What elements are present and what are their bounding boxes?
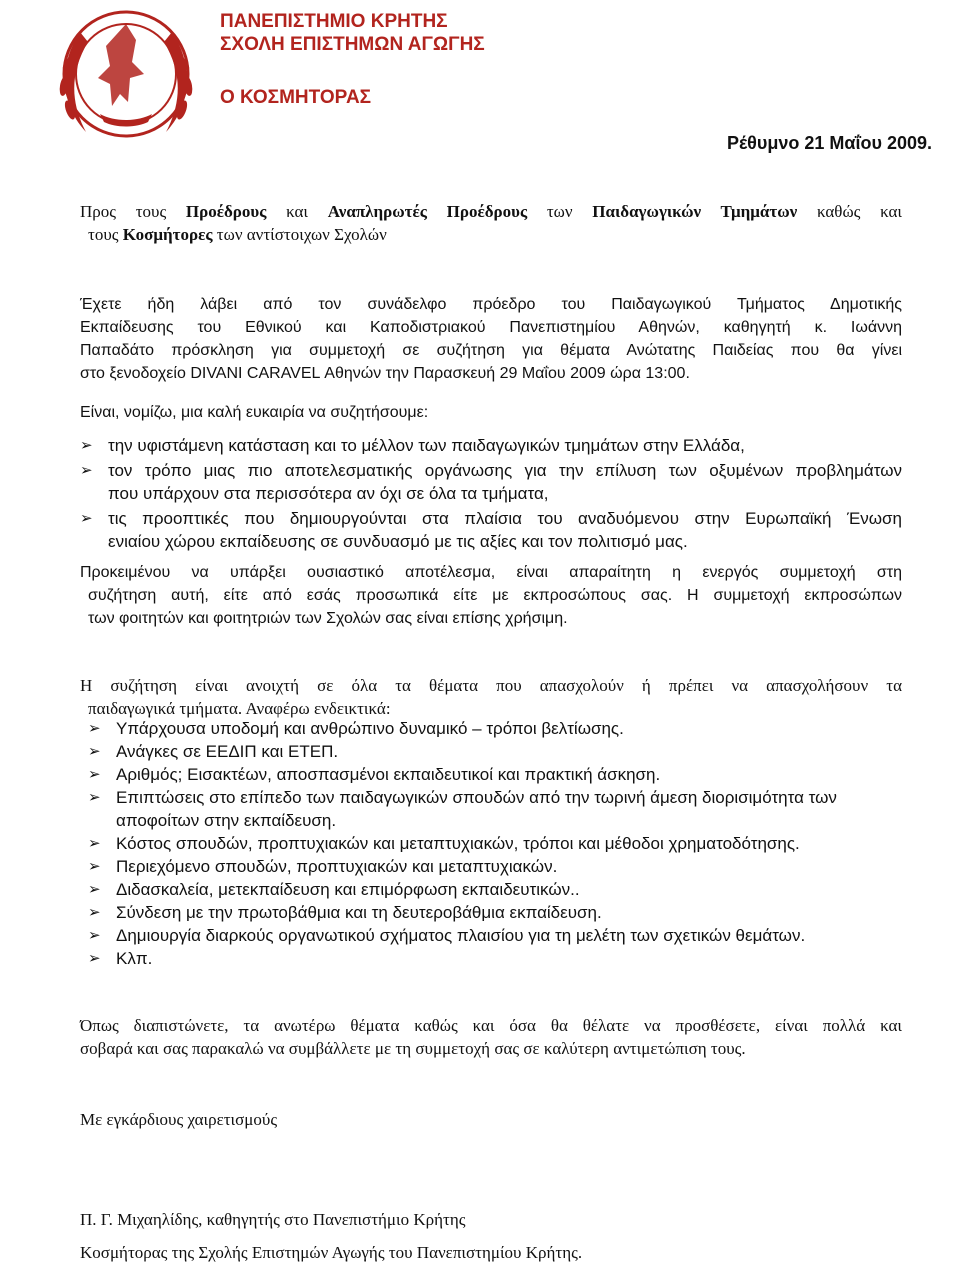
salutation-line2-post: των αντίστοιχων Σχολών <box>212 225 387 244</box>
topics-list <box>80 434 902 555</box>
paragraph-line: στο ξενοδοχείο DIVANI CARAVEL Αθηνών την Παρασκευή 29 Μαΐου 2009 ώρα 13:00. <box>80 365 690 382</box>
arrow-bullet-icon: ➢ <box>88 903 101 921</box>
list-item-continuation: που υπάρχουν στα περισσότερα αν όχι σε όλα τα τμήματα, <box>108 484 549 503</box>
paragraph-line: Η συζήτηση είναι ανοιχτή σε όλα τα θέματα που απασχολούν ή πρέπει να απασχολήσουν τα <box>80 676 902 695</box>
list-item-text: Κόστος σπουδών, προπτυχιακών και μεταπτυχιακών, τρόποι και μέθοδοι χρηματοδότησης. <box>116 834 800 853</box>
paragraph-line: Όπως διαπιστώνετε, τα ανωτέρω θέματα καθώς και όσα θα θέλατε να προσθέσετε, είναι πολλά και <box>80 1016 902 1035</box>
arrow-bullet-icon: ➢ <box>88 834 101 852</box>
paragraph-line: των φοιτητών και φοιτητριών των Σχολών σας είναι επίσης χρήσιμη. <box>88 610 568 627</box>
school-name: ΣΧΟΛΗ ΕΠΙΣΤΗΜΩΝ ΑΓΩΓΗΣ <box>220 34 485 55</box>
list-item-text: Επιπτώσεις στο επίπεδο των παιδαγωγικών σπουδών από την τωρινή άμεση διορισιμότητα των <box>116 788 837 807</box>
salutation-line2-pre: τους <box>88 225 123 244</box>
list-item <box>88 786 910 832</box>
salutation-mid-3: καθώς και <box>797 202 902 221</box>
list-item-continuation: ενιαίου χώρου εκπαίδευσης σε συνδυασμό με τις αξίες και τον πολιτισμό μας. <box>108 532 688 551</box>
arrow-bullet-icon: ➢ <box>88 926 101 944</box>
list-item <box>88 855 910 878</box>
paragraph-line: συζήτηση αυτή, είτε από εσάς προσωπικά είτε με εκπροσώπους σας. Η συμμετοχή εκπροσώπων <box>88 587 902 604</box>
topics-intro: Είναι, νομίζω, μια καλή ευκαιρία να συζητήσουμε: <box>80 404 429 421</box>
paragraph-line: Προκειμένου να υπάρξει ουσιαστικό αποτέλεσμα, είναι απαραίτητη η ενεργός συμμετοχή στη <box>80 564 902 581</box>
list-item-text: τον τρόπο μιας πιο αποτελεσματικής οργάνωσης για την επίλυση των οξυμένων προβλημάτων <box>108 461 902 480</box>
list-item-text: Δημιουργία διαρκούς οργανωτικού σχήματος πλαισίου για τη μελέτη των σχετικών θεμάτων. <box>116 926 806 945</box>
salutation <box>80 200 902 246</box>
list-item-text: Ανάγκες σε ΕΕΔΙΠ και ΕΤΕΠ. <box>116 742 339 761</box>
paragraph-line: σοβαρά και σας παρακαλώ να συμβάλλετε με τη συμμετοχή σας σε καλύτερη αντιμετώπιση τους. <box>80 1039 746 1058</box>
arrow-bullet-icon: ➢ <box>80 509 93 527</box>
list-item <box>88 832 910 855</box>
list-item <box>88 717 910 740</box>
arrow-bullet-icon: ➢ <box>88 949 101 967</box>
list-item <box>88 763 910 786</box>
paragraph-participation <box>80 561 902 630</box>
list-item-text: Σύνδεση με την πρωτοβάθμια και τη δευτεροβάθμια εκπαίδευση. <box>116 903 602 922</box>
issues-list <box>88 717 910 970</box>
list-item-text: Διδασκαλεία, μετεκπαίδευση και επιμόρφωση εκπαιδευτικών.. <box>116 880 580 899</box>
salutation-bold-4: Κοσμήτορες <box>122 225 213 244</box>
salutation-bold-3: Παιδαγωγικών Τμημάτων <box>592 202 798 221</box>
list-item-text: Αριθμός; Εισακτέων, αποσπασμένοι εκπαιδευτικοί και πρακτική άσκηση. <box>116 765 661 784</box>
arrow-bullet-icon: ➢ <box>88 742 101 760</box>
signature-title: Κοσμήτορας της Σχολής Επιστημών Αγωγής του Πανεπιστημίου Κρήτης. <box>80 1243 583 1262</box>
arrow-bullet-icon: ➢ <box>88 857 101 875</box>
salutation-bold-1: Προέδρους <box>185 202 267 221</box>
arrow-bullet-icon: ➢ <box>80 436 93 454</box>
university-seal-icon <box>40 2 208 150</box>
list-item <box>80 507 902 553</box>
list-item-text: Κλπ. <box>116 949 153 968</box>
paragraph-line: Εκπαίδευσης του Εθνικού και Καποδιστριακού Πανεπιστημίου Αθηνών, καθηγητή κ. Ιωάννη <box>80 319 902 336</box>
salutation-mid-1: και <box>266 202 328 221</box>
office-title: Ο ΚΟΣΜΗΤΟΡΑΣ <box>220 87 372 108</box>
list-item <box>80 434 902 457</box>
letter-date: Ρέθυμνο 21 Μαΐου 2009. <box>727 133 932 153</box>
list-item-text: Υπάρχουσα υποδομή και ανθρώπινο δυναμικό – τρόποι βελτίωσης. <box>116 719 624 738</box>
list-item <box>88 947 910 970</box>
paragraph-line: Παπαδάτο πρόσκληση για συμμετοχή σε συζήτηση για θέματα Ανώτατης Παιδείας που θα γίνει <box>80 342 902 359</box>
university-name: ΠΑΝΕΠΙΣΤΗΜΙΟ ΚΡΗΤΗΣ <box>220 11 448 32</box>
salutation-prefix: Προς τους <box>80 202 186 221</box>
list-item <box>88 878 910 901</box>
closing-greeting: Με εγκάρδιους χαιρετισμούς <box>80 1110 278 1129</box>
list-item-text: τις προοπτικές που δημιουργούνται στα πλαίσια του αναδυόμενου στην Ευρωπαϊκή Ένωση <box>108 509 902 528</box>
paragraph-open-discussion <box>80 674 902 720</box>
salutation-mid-2: των <box>527 202 593 221</box>
list-item-continuation: αποφοίτων στην εκπαίδευση. <box>116 811 337 830</box>
list-item-text: την υφιστάμενη κατάσταση και το μέλλον των παιδαγωγικών τμημάτων στην Ελλάδα, <box>108 436 745 455</box>
signature-name: Π. Γ. Μιχαηλίδης, καθηγητής στο Πανεπιστήμιο Κρήτης <box>80 1210 466 1229</box>
arrow-bullet-icon: ➢ <box>88 719 101 737</box>
paragraph-line: Έχετε ήδη λάβει από τον συνάδελφο πρόεδρο του Παιδαγωγικού Τμήματος Δημοτικής <box>80 296 902 313</box>
list-item <box>88 924 910 947</box>
arrow-bullet-icon: ➢ <box>80 461 93 479</box>
list-item <box>88 740 910 763</box>
list-item-text: Περιεχόμενο σπουδών, προπτυχιακών και μεταπτυχιακών. <box>116 857 558 876</box>
salutation-bold-2: Αναπληρωτές Προέδρους <box>327 202 528 221</box>
list-item <box>80 459 902 505</box>
paragraph-invitation <box>80 293 902 385</box>
arrow-bullet-icon: ➢ <box>88 880 101 898</box>
paragraph-request <box>80 1014 902 1060</box>
paragraph-line: παιδαγωγικά τμήματα. Αναφέρω ενδεικτικά: <box>88 699 391 718</box>
arrow-bullet-icon: ➢ <box>88 765 101 783</box>
list-item <box>88 901 910 924</box>
arrow-bullet-icon: ➢ <box>88 788 101 806</box>
